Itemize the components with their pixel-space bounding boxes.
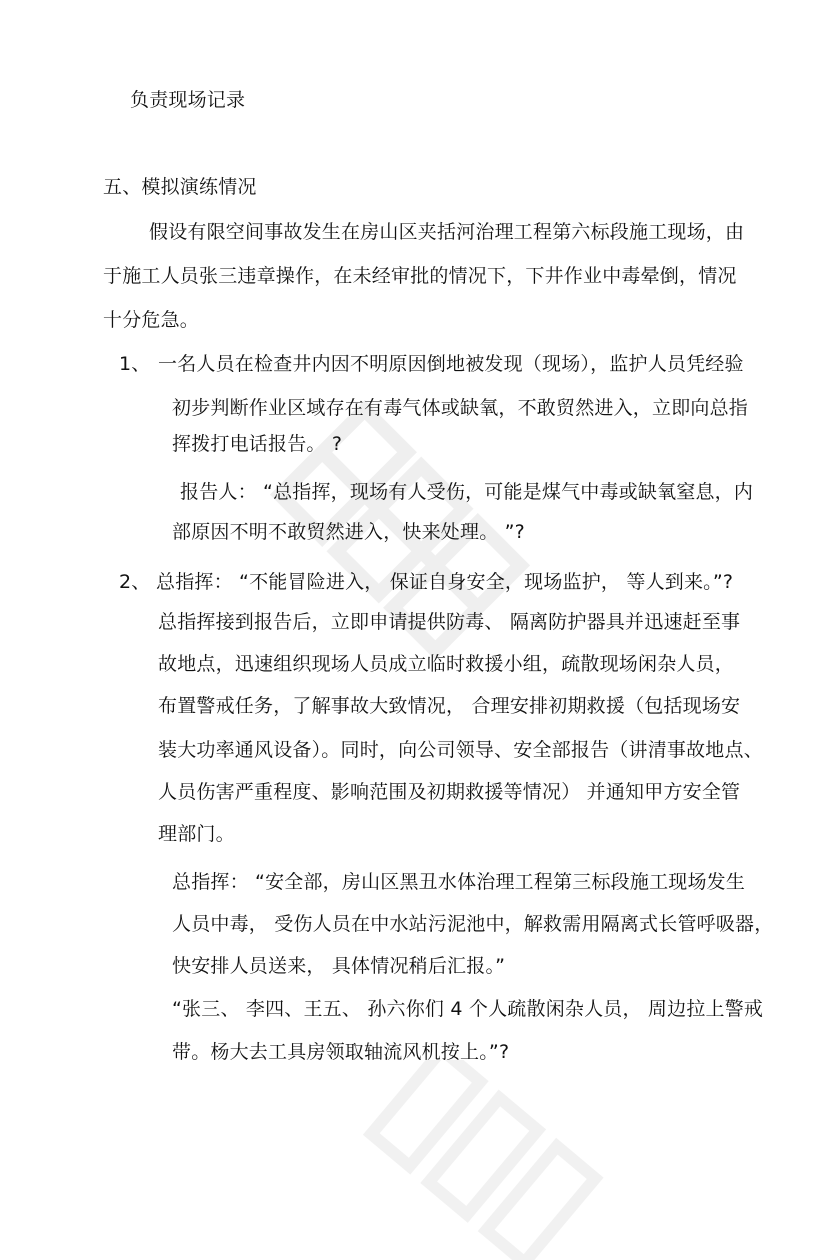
item2-line-4: 装大功率通风设备）。同时，向公司领导、安全部报告（讲清事故地点、 <box>158 739 763 761</box>
report-line-2: 部原因不明不敢贸然进入，快来处理。 ”? <box>172 521 525 543</box>
record-line: 负责现场记录 <box>130 89 246 111</box>
intro-line-3: 十分危急。 <box>103 309 200 331</box>
watermark-logo-bottom <box>340 1060 620 1260</box>
item1-number: 1、 <box>119 353 151 375</box>
item1-line-1: 一名人员在检查井内因不明原因倒地被发现（现场），监护人员凭经验 <box>158 353 744 375</box>
item1-line-3: 挥拨打电话报告。 ? <box>172 433 343 455</box>
intro-line-2: 于施工人员张三违章操作，在未经审批的情况下，下井作业中毒晕倒，情况 <box>103 265 737 287</box>
item1-line-2: 初步判断作业区域存在有毒气体或缺氧，不敢贸然进入，立即向总指 <box>172 397 749 419</box>
item2-first-line: 总指挥： “不能冒险进入， 保证自身安全，现场监护， 等人到来。”? <box>156 571 734 593</box>
order-line-2: 带。杨大去工具房领取轴流风机按上。”? <box>172 1041 510 1063</box>
item2-line-6: 理部门。 <box>158 823 235 845</box>
section-heading: 五、模拟演练情况 <box>103 176 257 198</box>
intro-line-1: 假设有限空间事故发生在房山区夹括河治理工程第六标段施工现场，由 <box>149 221 745 243</box>
item2-line-1: 总指挥接到报告后，立即申请提供防毒、 隔离防护器具并迅速赶至事 <box>158 611 741 633</box>
command-line-2: 人员中毒， 受伤人员在中水站污泥池中，解救需用隔离式长管呼吸器， <box>172 913 774 935</box>
command-line-3: 快安排人员送来， 具体情况稍后汇报。” <box>172 955 506 977</box>
item2-number: 2、 <box>119 571 151 593</box>
report-line-1: 报告人： “总指挥，现场有人受伤，可能是煤气中毒或缺氧窒息，内 <box>180 481 754 503</box>
command-line-1: 总指挥： “安全部，房山区黑丑水体治理工程第三标段施工现场发生 <box>172 871 746 893</box>
order-line-1: “张三、 李四、王五、 孙六你们 4 个人疏散闲杂人员， 周边拉上警戒 <box>172 998 764 1020</box>
item2-line-5: 人员伤害严重程度、影响范围及初期救援等情况） 并通知甲方安全管 <box>158 781 741 803</box>
item2-line-3: 布置警戒任务，了解事故大致情况， 合理安排初期救援（包括现场安 <box>158 695 741 717</box>
item2-line-2: 故地点，迅速组织现场人员成立临时救援小组，疏散现场闲杂人员， <box>158 653 735 675</box>
